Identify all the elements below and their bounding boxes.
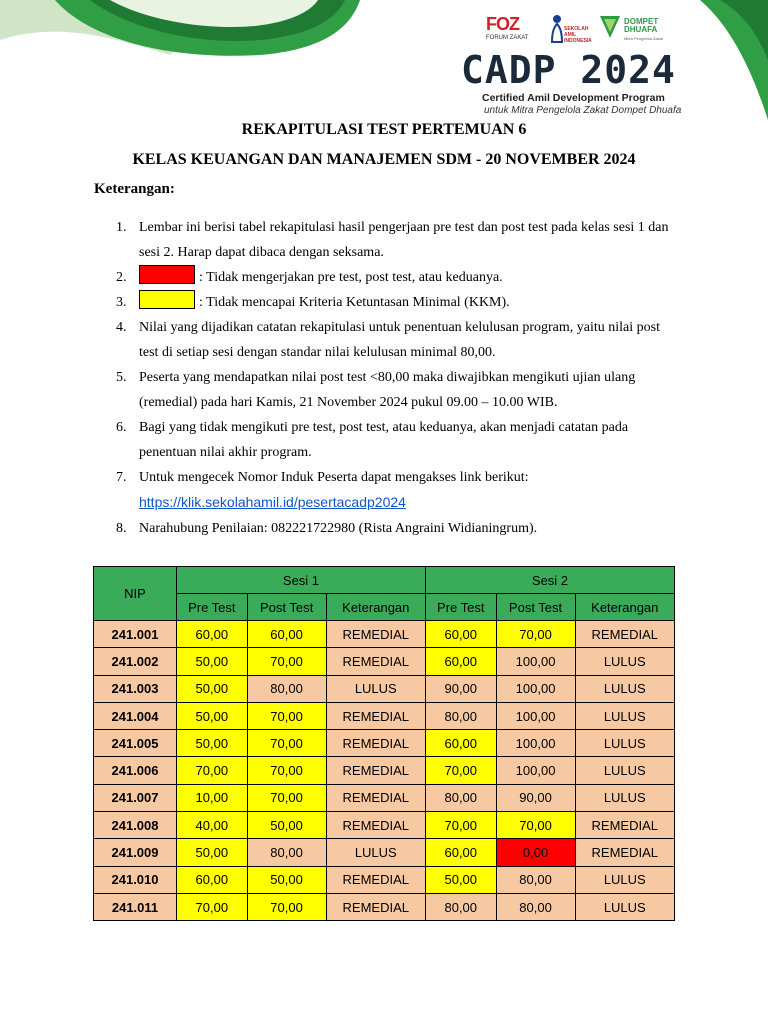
note-item: [94, 215, 674, 265]
note-text: Untuk mengecek Nomor Induk Peserta dapat mengakses link berikut:: [139, 470, 529, 485]
s2-pre-test-cell: 80,00: [425, 702, 496, 729]
table-row: [94, 675, 675, 702]
s1-keterangan-cell: LULUS: [326, 675, 425, 702]
table-row: [94, 866, 675, 893]
s1-keterangan-cell: REMEDIAL: [326, 702, 425, 729]
s2-post-test-cell: 0,00: [496, 839, 575, 866]
note-item: [94, 315, 674, 365]
s2-post-test-cell: 100,00: [496, 730, 575, 757]
nip-cell: 241.004: [94, 702, 177, 729]
table-row: [94, 893, 675, 920]
s2-keterangan-cell: LULUS: [575, 702, 674, 729]
s2-pre-test-cell: 70,00: [425, 757, 496, 784]
s2-post-test-cell: 100,00: [496, 648, 575, 675]
s1-keterangan-cell: LULUS: [326, 839, 425, 866]
s1-pre-test-cell: 70,00: [177, 757, 248, 784]
nip-cell: 241.001: [94, 621, 177, 648]
dompet-dhuafa-tagline: Mitra Pengelola Zakat: [624, 36, 663, 41]
note-item: [94, 265, 674, 290]
nip-cell: 241.007: [94, 784, 177, 811]
participant-id-link[interactable]: https://klik.sekolahamil.id/pesertacadp2024: [139, 494, 406, 510]
sekolah-amil-figure-icon: [550, 14, 564, 44]
s2-keterangan-cell: REMEDIAL: [575, 812, 674, 839]
s1-pre-test-cell: 50,00: [177, 675, 248, 702]
s1-pre-test-cell: 50,00: [177, 839, 248, 866]
note-text: : Tidak mengerjakan pre test, post test, atau keduanya.: [199, 270, 503, 285]
note-text: Narahubung Penilaian: 082221722980 (Rista Angraini Widianingrum).: [139, 521, 538, 536]
s2-post-test-cell: 80,00: [496, 866, 575, 893]
s2-pre-test-cell: 70,00: [425, 812, 496, 839]
note-number: 3.: [116, 295, 127, 310]
session1-header: Sesi 1: [177, 567, 426, 594]
s2-pre-test-cell: 50,00: [425, 866, 496, 893]
s1-post-test-cell: 80,00: [247, 839, 326, 866]
s1-post-test-header: Post Test: [247, 594, 326, 621]
s1-pre-test-cell: 50,00: [177, 648, 248, 675]
note-text: Peserta yang mendapatkan nilai post test <80,00 maka diwajibkan mengikuti ujian ulang (remedial) pada hari Kamis, 21 November 2024 pukul 09.00 – 10.00 WIB.: [139, 370, 636, 410]
sekolah-amil-text: SEKOLAH AMIL INDONESIA: [564, 26, 592, 44]
s1-pre-test-cell: 60,00: [177, 866, 248, 893]
dompet-dhuafa-leaf-icon: [598, 14, 622, 40]
s2-pre-test-cell: 60,00: [425, 648, 496, 675]
s2-post-test-cell: 100,00: [496, 702, 575, 729]
sekolah-amil-logo: [550, 14, 594, 48]
s2-pre-test-cell: 60,00: [425, 839, 496, 866]
document-subtitle: KELAS KEUANGAN DAN MANAJEMEN SDM - 20 NOVEMBER 2024: [132, 151, 636, 168]
note-number: 6.: [116, 420, 127, 435]
program-subtitle: Certified Amil Development Program: [482, 92, 665, 104]
nip-cell: 241.008: [94, 812, 177, 839]
s2-post-test-cell: 90,00: [496, 784, 575, 811]
notes-list: [94, 215, 674, 541]
s1-keterangan-cell: REMEDIAL: [326, 866, 425, 893]
s1-keterangan-cell: REMEDIAL: [326, 893, 425, 920]
nip-cell: 241.011: [94, 893, 177, 920]
table-row: [94, 621, 675, 648]
s1-pre-test-cell: 10,00: [177, 784, 248, 811]
s2-pre-test-cell: 80,00: [425, 784, 496, 811]
program-tagline: untuk Mitra Pengelola Zakat Dompet Dhuafa: [484, 105, 682, 116]
s2-keterangan-cell: LULUS: [575, 784, 674, 811]
nip-cell: 241.005: [94, 730, 177, 757]
nip-cell: 241.006: [94, 757, 177, 784]
s1-post-test-cell: 70,00: [247, 757, 326, 784]
s2-keterangan-cell: LULUS: [575, 730, 674, 757]
results-table: [93, 566, 675, 921]
session2-header: Sesi 2: [425, 567, 674, 594]
s1-pre-test-cell: 50,00: [177, 702, 248, 729]
keterangan-label: Keterangan:: [94, 181, 175, 197]
s1-keterangan-cell: REMEDIAL: [326, 621, 425, 648]
s1-pre-test-cell: 60,00: [177, 621, 248, 648]
note-text: Lembar ini berisi tabel rekapitulasi hasil pengerjaan pre test dan post test pada kelas sesi 1 dan sesi 2. Harap dapat dibaca dengan seksama.: [139, 220, 669, 260]
s2-keterangan-cell: LULUS: [575, 757, 674, 784]
note-item: [94, 415, 674, 465]
legend-color-swatch: [139, 290, 195, 309]
foz-logo-sub: FORUM ZAKAT: [486, 35, 529, 41]
s2-post-test-cell: 80,00: [496, 893, 575, 920]
note-item: [94, 465, 674, 516]
s1-pre-test-cell: 40,00: [177, 812, 248, 839]
s1-post-test-cell: 70,00: [247, 893, 326, 920]
s2-pre-test-cell: 80,00: [425, 893, 496, 920]
note-item: [94, 516, 674, 541]
note-number: 1.: [116, 220, 127, 235]
table-row: [94, 730, 675, 757]
table-row: [94, 757, 675, 784]
s1-keterangan-cell: REMEDIAL: [326, 757, 425, 784]
s2-pre-test-cell: 60,00: [425, 730, 496, 757]
s2-keterangan-cell: LULUS: [575, 675, 674, 702]
s2-keterangan-cell: REMEDIAL: [575, 621, 674, 648]
nip-cell: 241.010: [94, 866, 177, 893]
s1-post-test-cell: 60,00: [247, 621, 326, 648]
note-number: 7.: [116, 470, 127, 485]
s1-keterangan-cell: REMEDIAL: [326, 812, 425, 839]
s1-post-test-cell: 70,00: [247, 784, 326, 811]
s1-post-test-cell: 70,00: [247, 648, 326, 675]
legend-color-swatch: [139, 265, 195, 284]
table-row: [94, 839, 675, 866]
s1-keterangan-header: Keterangan: [326, 594, 425, 621]
s1-post-test-cell: 70,00: [247, 730, 326, 757]
note-text: : Tidak mencapai Kriteria Ketuntasan Minimal (KKM).: [199, 295, 510, 310]
foz-logo-word: FOZ: [486, 14, 519, 34]
s2-keterangan-cell: REMEDIAL: [575, 839, 674, 866]
s1-post-test-cell: 50,00: [247, 866, 326, 893]
s1-post-test-cell: 70,00: [247, 702, 326, 729]
dompet-dhuafa-logo: [598, 14, 688, 48]
s1-keterangan-cell: REMEDIAL: [326, 730, 425, 757]
nip-cell: 241.009: [94, 839, 177, 866]
s1-pre-test-cell: 50,00: [177, 730, 248, 757]
s2-post-test-cell: 70,00: [496, 812, 575, 839]
note-number: 5.: [116, 370, 127, 385]
note-text: Nilai yang dijadikan catatan rekapitulasi untuk penentuan kelulusan program, yaitu nilai post test di setiap sesi dengan standar nilai kelulusan minimal 80,00.: [139, 320, 660, 360]
s2-keterangan-cell: LULUS: [575, 648, 674, 675]
s2-post-test-cell: 100,00: [496, 675, 575, 702]
note-text: Bagi yang tidak mengikuti pre test, post test, atau keduanya, akan menjadi catatan pada penentuan nilai akhir program.: [139, 420, 629, 460]
s2-post-test-header: Post Test: [496, 594, 575, 621]
nip-cell: 241.003: [94, 675, 177, 702]
s2-keterangan-header: Keterangan: [575, 594, 674, 621]
table-row: [94, 784, 675, 811]
table-row: [94, 702, 675, 729]
s1-post-test-cell: 80,00: [247, 675, 326, 702]
nip-header: NIP: [94, 567, 177, 621]
note-number: 2.: [116, 270, 127, 285]
s2-pre-test-header: Pre Test: [425, 594, 496, 621]
foz-logo: [486, 14, 542, 48]
note-item: [94, 290, 674, 315]
s2-keterangan-cell: LULUS: [575, 866, 674, 893]
s1-pre-test-header: Pre Test: [177, 594, 248, 621]
s1-post-test-cell: 50,00: [247, 812, 326, 839]
note-number: 4.: [116, 320, 127, 335]
s2-keterangan-cell: LULUS: [575, 893, 674, 920]
s2-post-test-cell: 70,00: [496, 621, 575, 648]
table-row: [94, 812, 675, 839]
s1-keterangan-cell: REMEDIAL: [326, 648, 425, 675]
dompet-dhuafa-text: DOMPET DHUAFA: [624, 17, 659, 34]
table-row: [94, 648, 675, 675]
nip-cell: 241.002: [94, 648, 177, 675]
s1-keterangan-cell: REMEDIAL: [326, 784, 425, 811]
s1-pre-test-cell: 70,00: [177, 893, 248, 920]
document-title: REKAPITULASI TEST PERTEMUAN 6: [241, 121, 527, 138]
program-title: CADP 2024: [461, 48, 676, 92]
s2-pre-test-cell: 60,00: [425, 621, 496, 648]
note-number: 8.: [116, 521, 127, 536]
note-item: [94, 365, 674, 415]
s2-pre-test-cell: 90,00: [425, 675, 496, 702]
s2-post-test-cell: 100,00: [496, 757, 575, 784]
